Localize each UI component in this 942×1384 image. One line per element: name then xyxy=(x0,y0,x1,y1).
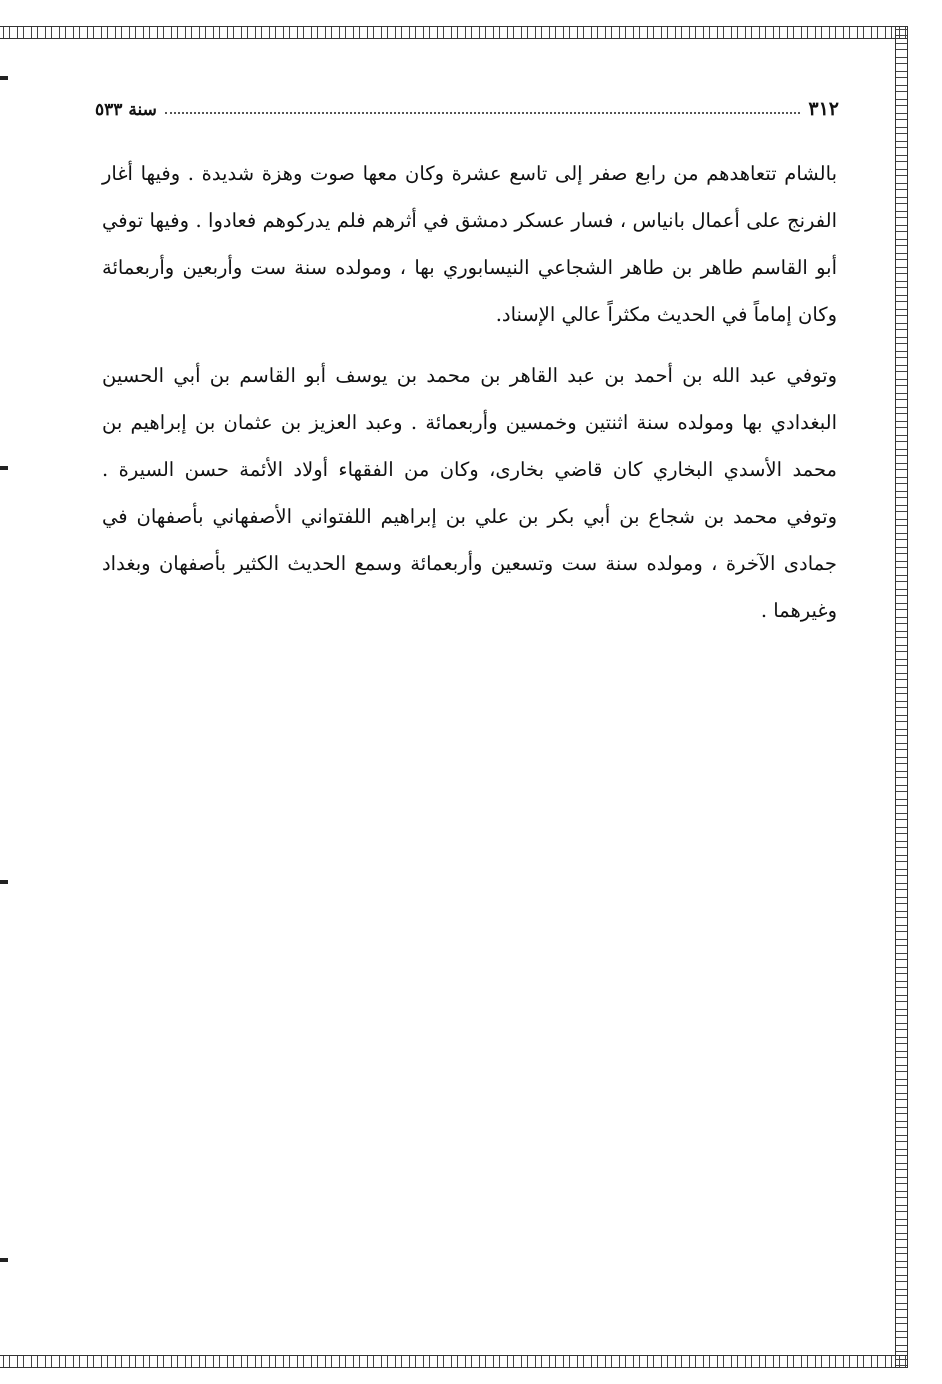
ornamental-border-bottom xyxy=(0,1355,908,1368)
binding-mark xyxy=(0,1258,8,1262)
binding-mark xyxy=(0,76,8,80)
ornamental-border-top xyxy=(0,26,908,39)
paragraph: وتوفي عبد الله بن أحمد بن عبد القاهر بن محمد بن يوسف أبو القاسم بن أبي الحسين البغدادي بها ومولده سنة اثنتين وخمسين وأربعمائة . وعبد العزيز بن عثمان بن إبراهيم بن محمد الأسدي البخاري كان قاضي بخارى، وكان من الفقهاء أولاد الأئمة حسن السيرة . وتوفي محمد بن شجاع بن أبي بكر بن علي بن إبراهيم اللفتواني الأصفهاني بأصفهان في جمادى الآخرة ، ومولده سنة ست وتسعين وأربعمائة وسمع الحديث الكثير بأصفهان وبغداد وغيرهما . xyxy=(102,364,837,622)
header-year-label: سنة ٥٣٣ xyxy=(95,100,157,120)
binding-mark xyxy=(0,466,8,470)
body-text xyxy=(102,150,837,634)
page-number: ٣١٢ xyxy=(808,98,839,120)
ornamental-border-right xyxy=(895,26,908,1368)
running-header xyxy=(95,94,839,120)
header-dotted-leader xyxy=(165,112,801,114)
paragraph: بالشام تتعاهدهم من رابع صفر إلى تاسع عشرة وكان معها صوت وهزة شديدة . وفيها أغار الفرنج على أعمال بانياس ، فسار عسكر دمشق في أثرهم فلم يدركوهم فعادوا . وفيها توفي أبو القاسم طاهر بن طاهر الشجاعي النيسابوري بها ، ومولده سنة ست وأربعين وأربعمائة وكان إماماً في الحديث مكثراً عالي الإسناد. xyxy=(102,162,837,326)
binding-mark xyxy=(0,880,8,884)
